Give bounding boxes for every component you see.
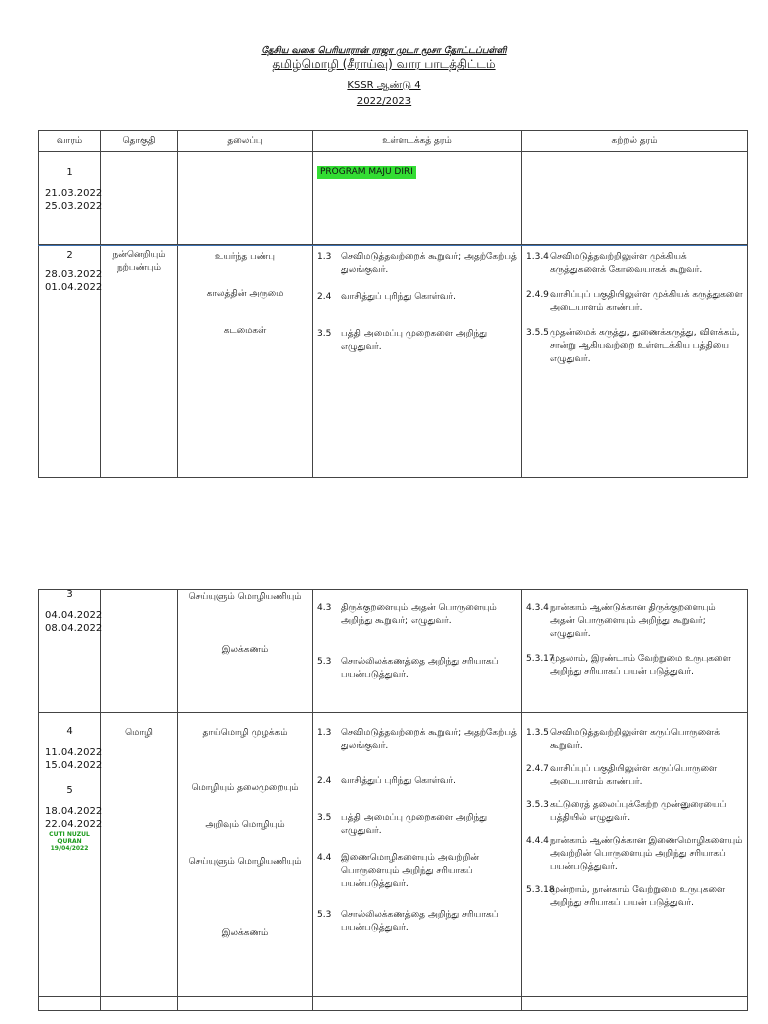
week-cell [39, 590, 101, 713]
table-row [39, 997, 748, 1011]
learning-item: 4.4.4 நான்காம் ஆண்டுக்கான இணைமொழிகளையும் அவற்றின் பொருளையும் அறிந்து சரியாகப் பயன்படுத்துவர். [526, 836, 743, 872]
learning-cell [522, 713, 748, 997]
learning-cell [522, 245, 748, 478]
content-item: 1.3 செவிமடுத்தவற்றைக் கூறுவர்; அதற்கேற்பத் துலங்குவர். [317, 252, 517, 275]
week-end-date: 08.04.2022 [45, 623, 103, 634]
learning-item: 3.5.3 கட்டுரைத் தலைப்புக்கேற்ற முன்னுரையைப் பத்தியில் எழுதுவர். [526, 800, 727, 823]
tema-cell [101, 245, 178, 478]
topic-cell [178, 713, 313, 997]
kssr-year-label: KSSR ஆண்டு 4 [347, 80, 421, 91]
row-separator [38, 245, 747, 246]
week-start-date: 18.04.2022 [45, 806, 103, 817]
tema-label: மொழி [125, 728, 153, 738]
empty-cell [39, 997, 101, 1011]
holiday-note: QURAN [57, 838, 82, 845]
program-badge: PROGRAM MAJU DIRI [317, 166, 416, 179]
tema-label: நன்னெறியும் நற்பண்பும் [112, 250, 166, 273]
week-end-date: 22.04.2022 [45, 819, 103, 830]
learning-item: 2.4.7 வாசிப்புப் பகுதியிலுள்ள கருப்பொருளை அடையாளம் காண்பர். [526, 764, 718, 787]
tema-cell [101, 590, 178, 713]
week-cell [39, 245, 101, 478]
week-cell [39, 152, 101, 245]
week-number: 3 [66, 589, 73, 600]
content-item: 2.4 வாசித்துப் புரிந்து கொள்வர். [317, 292, 456, 302]
topic-item: உயர்ந்த பண்பு [215, 252, 275, 262]
academic-year: 2022/2023 [356, 96, 412, 107]
content-item: 5.3 சொல்லிலக்கணத்தை அறிந்து சரியாகப் பயன்படுத்துவர். [317, 910, 499, 933]
week-number: 5 [66, 785, 73, 796]
topic-cell [178, 590, 313, 713]
content-item: 3.5 பத்தி அமைப்பு முறைகளை அறிந்து எழுதுவர். [317, 329, 488, 352]
week-number: 2 [66, 250, 73, 261]
plan-table-2 [38, 589, 748, 1011]
school-name: தேசிய வகை பெரியாரான் ராஜா முடா மூசா தோட்டப்பள்ளி [261, 46, 507, 56]
topic-item: இலக்கணம் [221, 928, 269, 938]
tema-cell [101, 713, 178, 997]
topic-item: தாய்மொழி முழக்கம் [202, 728, 288, 738]
empty-cell [178, 997, 313, 1011]
content-item: 1.3 செவிமடுத்தவற்றைக் கூறுவர்; அதற்கேற்பத் துலங்குவர். [317, 728, 517, 751]
table-row [39, 152, 748, 245]
topic-item: செய்யுளும் மொழியணியும் [188, 592, 302, 602]
learning-cell [522, 590, 748, 713]
topic-cell [178, 152, 313, 245]
content-item: 4.4 இணைமொழிகளையும் அவற்றின் பொருளையும் அறிந்து சரியாகப் பயன்படுத்துவர். [317, 853, 479, 889]
col-content-std: உள்ளடக்கத் தரம் [313, 131, 522, 152]
week-number: 4 [66, 726, 73, 737]
table-row [39, 590, 748, 713]
table-row [39, 713, 748, 997]
table-row [39, 245, 748, 478]
topic-cell [178, 245, 313, 478]
col-week: வாரம் [39, 131, 101, 152]
learning-item: 4.3.4 நான்காம் ஆண்டுக்கான திருக்குறளையும் அதன் பொருளையும் அறிந்து கூறுவர்; எழுதுவர். [526, 603, 716, 639]
content-item: 4.3 திருக்குறளையும் அதன் பொருளையும் அறிந்து கூறுவர்; எழுதுவர். [317, 603, 497, 626]
week-end-date: 01.04.2022 [45, 282, 103, 293]
col-tema: தொகுதி [101, 131, 178, 152]
learning-item: 5.3.17 முதலாம், இரண்டாம் வேற்றுமை உருபுகளை அறிந்து சரியாகப் பயன் படுத்துவர். [526, 654, 731, 677]
table-header-row [39, 131, 748, 152]
learning-cell [522, 152, 748, 245]
empty-cell [313, 997, 522, 1011]
learning-item: 3.5.5 முதன்மைக் கருத்து, துணைக்கருத்து, விளக்கம், சான்று ஆகியவற்றை உள்ளடக்கிய பத்தியை எழுதுவர். [526, 328, 740, 364]
tema-cell [101, 152, 178, 245]
learning-item: 2.4.9 வாசிப்புப் பகுதியிலுள்ள முக்கியக் கருத்துகளை அடையாளம் காண்பர். [526, 290, 743, 313]
topic-item: மொழியும் தலைமுறையும் [191, 783, 299, 793]
learning-item: 1.3.5 செவிமடுத்தவற்றிலுள்ள கருப்பொருளைக் கூறுவர். [526, 728, 721, 751]
learning-item: 5.3.18 மூன்றாம், நான்காம் வேற்றுமை உருபுகளை அறிந்து சரியாகப் பயன் படுத்துவர். [526, 885, 726, 908]
week-start-date: 11.04.2022 [45, 747, 103, 758]
col-learning-std: கற்றல் தரம் [522, 131, 748, 152]
empty-cell [101, 997, 178, 1011]
week-start-date: 21.03.2022 [45, 188, 103, 199]
content-cell [313, 152, 522, 245]
week-number: 1 [66, 167, 73, 178]
topic-item: இலக்கணம் [221, 645, 269, 655]
topic-item: காலத்தின் அருமை [206, 289, 284, 299]
content-item: 2.4 வாசித்துப் புரிந்து கொள்வர். [317, 776, 456, 786]
week-end-date: 15.04.2022 [45, 760, 103, 771]
holiday-date: 19/04/2022 [50, 845, 89, 852]
week-start-date: 28.03.2022 [45, 269, 103, 280]
topic-item: செய்யுளும் மொழியணியும் [188, 857, 302, 867]
week-start-date: 04.04.2022 [45, 610, 103, 621]
content-cell [313, 245, 522, 478]
empty-cell [522, 997, 748, 1011]
col-topic: தலைப்பு [178, 131, 313, 152]
learning-item: 1.3.4 செவிமடுத்தவற்றிலுள்ள முக்கியக் கருத்துகளைக் கோவையாகக் கூறுவர். [526, 252, 703, 275]
content-item: 5.3 சொல்லிலக்கணத்தை அறிந்து சரியாகப் பயன்படுத்துவர். [317, 657, 499, 680]
week-cell [39, 713, 101, 997]
content-item: 3.5 பத்தி அமைப்பு முறைகளை அறிந்து எழுதுவர். [317, 813, 488, 836]
topic-item: கடமைகள் [223, 326, 267, 336]
content-cell [313, 590, 522, 713]
document-title: தமிழ்மொழி (சீராய்வு) வார பாடத்திட்டம் [272, 57, 496, 71]
topic-item: அறிவும் மொழியும் [205, 820, 285, 830]
plan-table-1 [38, 130, 748, 478]
holiday-note: CUTI NUZUL [49, 831, 90, 838]
week-end-date: 25.03.2022 [45, 201, 103, 212]
content-cell [313, 713, 522, 997]
